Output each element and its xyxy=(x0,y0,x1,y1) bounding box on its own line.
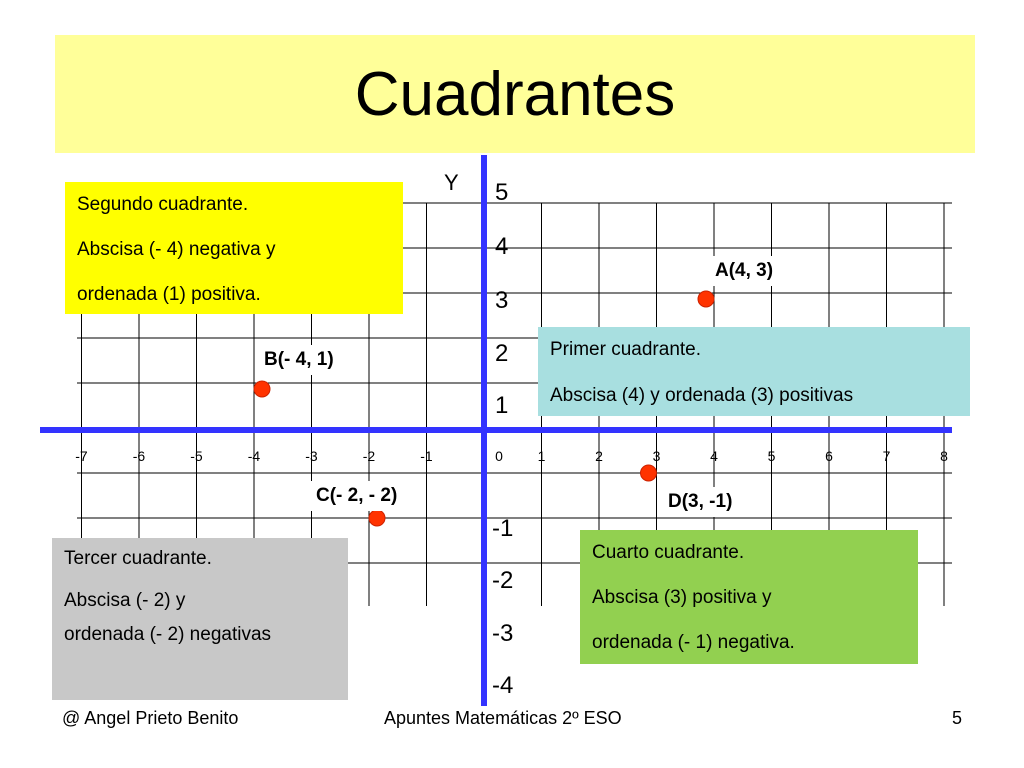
x-tick-label: -5 xyxy=(190,448,203,464)
y-tick-label: 3 xyxy=(495,287,509,314)
point-label-c: C(- 2, - 2) xyxy=(310,481,403,511)
footer-course: Apuntes Matemáticas 2º ESO xyxy=(384,708,622,728)
x-tick-label: -3 xyxy=(305,448,318,464)
fourth-quadrant-note xyxy=(580,530,918,664)
x-tick-label: 1 xyxy=(537,448,546,464)
x-tick-label: -2 xyxy=(362,448,376,464)
y-tick-labels xyxy=(492,179,513,699)
x-tick-label: -6 xyxy=(132,448,146,464)
fourth-quadrant-line2: Abscisa (3) positiva y xyxy=(592,587,772,608)
third-quadrant-note xyxy=(52,538,348,700)
y-axis-name: Y xyxy=(444,170,459,195)
x-tick-label: -4 xyxy=(247,448,261,464)
first-quadrant-title: Primer cuadrante. xyxy=(550,339,702,360)
point-marker xyxy=(369,510,385,526)
y-tick-label: -2 xyxy=(492,567,514,594)
point-label-d: D(3, -1) xyxy=(662,487,738,517)
slide-title: Cuadrantes xyxy=(354,59,676,129)
x-tick-label: -7 xyxy=(75,448,88,464)
footer-author: @ Angel Prieto Benito xyxy=(62,708,239,728)
point-label-a: A(4, 3) xyxy=(709,256,779,286)
second-quadrant-line3: ordenada (1) positiva. xyxy=(77,284,261,305)
point-marker xyxy=(698,291,714,307)
y-tick-label: 4 xyxy=(495,233,509,260)
y-tick-label: -3 xyxy=(492,620,514,647)
point-marker xyxy=(254,381,270,397)
first-quadrant-line2: Abscisa (4) y ordenada (3) positivas xyxy=(550,385,854,406)
x-tick-label: 8 xyxy=(940,448,948,464)
second-quadrant-note xyxy=(65,182,403,314)
x-tick-labels xyxy=(75,448,948,464)
x-tick-label: 0 xyxy=(495,448,503,464)
x-tick-label: 2 xyxy=(595,448,603,464)
second-quadrant-line2: Abscisa (- 4) negativa y xyxy=(77,239,276,260)
footer-page: 5 xyxy=(952,708,963,728)
y-tick-label: 2 xyxy=(495,340,509,367)
third-quadrant-line2: Abscisa (- 2) y xyxy=(64,590,186,611)
second-quadrant-title: Segundo cuadrante. xyxy=(77,194,249,215)
point-marker xyxy=(641,465,657,481)
y-tick-label: -4 xyxy=(492,672,514,699)
fourth-quadrant-title: Cuarto cuadrante. xyxy=(592,542,745,563)
x-tick-label: 3 xyxy=(652,448,661,464)
y-tick-label: 1 xyxy=(495,392,509,419)
point-label-b: B(- 4, 1) xyxy=(258,345,340,375)
x-tick-label: 4 xyxy=(710,448,718,464)
y-tick-label: 5 xyxy=(495,179,509,206)
x-tick-label: 7 xyxy=(882,448,891,464)
first-quadrant-note xyxy=(538,327,970,416)
x-tick-label: 5 xyxy=(767,448,776,464)
x-tick-label: 6 xyxy=(825,448,833,464)
fourth-quadrant-line3: ordenada (- 1) negativa. xyxy=(592,632,795,653)
third-quadrant-line3: ordenada (- 2) negativas xyxy=(64,624,272,645)
y-tick-label: -1 xyxy=(492,515,514,542)
x-tick-label: -1 xyxy=(420,448,433,464)
third-quadrant-title: Tercer cuadrante. xyxy=(64,548,212,569)
